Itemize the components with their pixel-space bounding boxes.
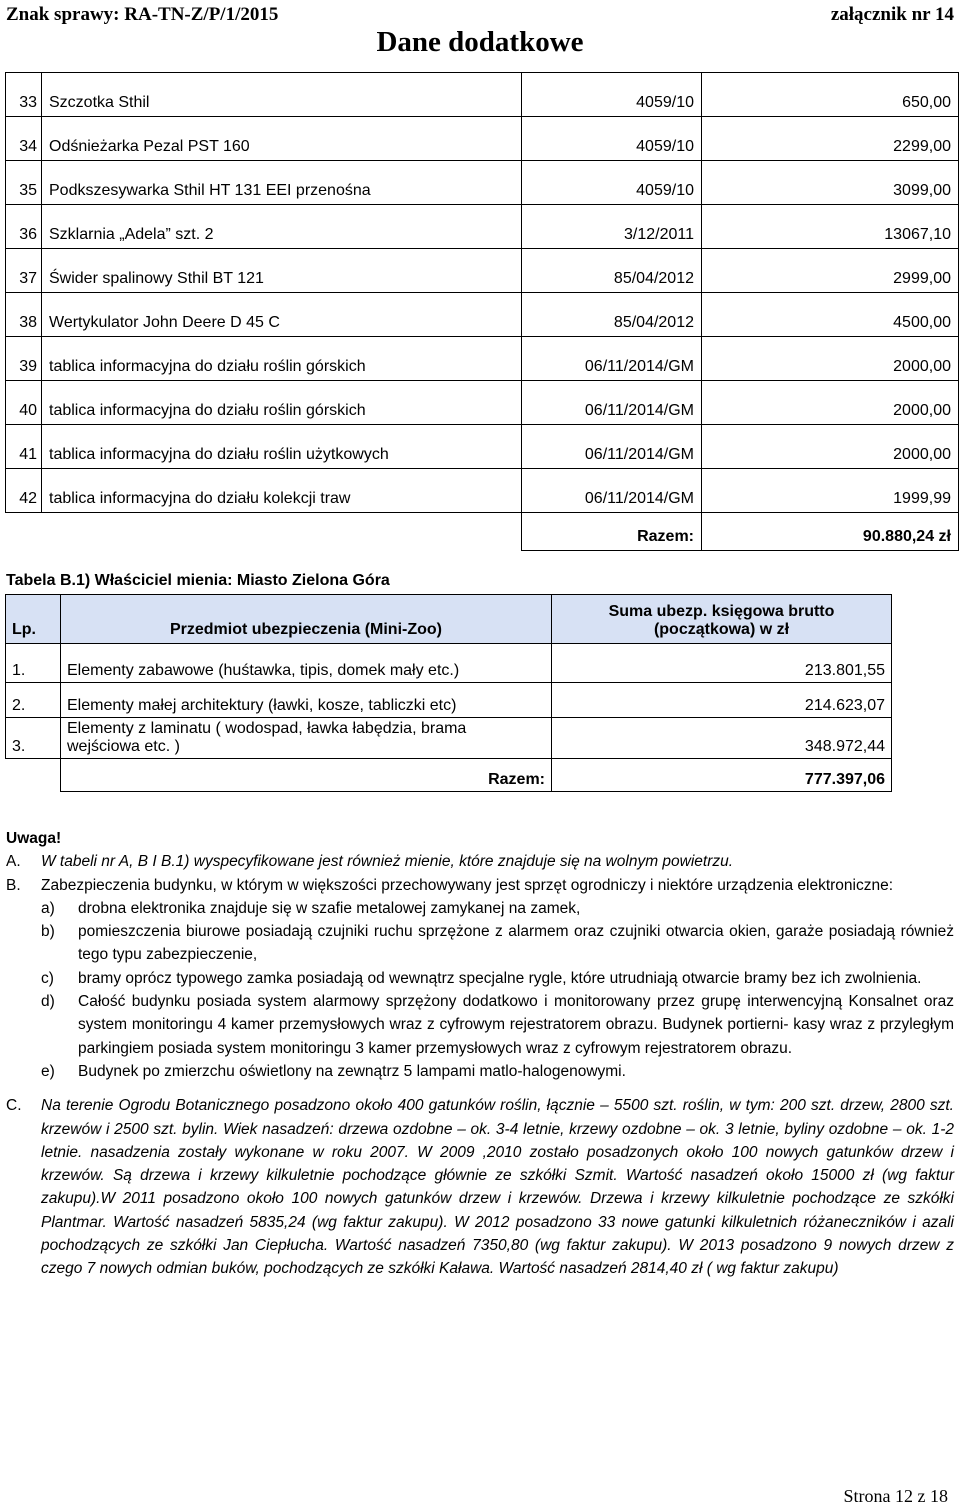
row-inventory: 4059/10 (522, 117, 702, 161)
row-number: 35 (6, 161, 42, 205)
row-inventory: 06/11/2014/GM (522, 381, 702, 425)
item-letter: d) (41, 993, 55, 1011)
row-number: 33 (6, 73, 42, 117)
row-value: 214.623,07 (552, 683, 892, 718)
row-number: 37 (6, 249, 42, 293)
note-letter: A. (6, 853, 21, 871)
table-row (6, 683, 892, 718)
table-row (6, 117, 959, 161)
note-b-item (41, 1060, 954, 1083)
row-inventory: 06/11/2014/GM (522, 469, 702, 513)
item-text: pomieszczenia biurowe posiadają czujniki ruchu sprzężone z alarmem oraz czujniki otwarcia okien, garaże posiadają również tego typu zabezpieczenie, (78, 923, 954, 964)
row-value: 13067,10 (702, 205, 959, 249)
row-number: 1. (6, 644, 61, 683)
row-value: 4500,00 (702, 293, 959, 337)
note-b-item (41, 897, 954, 920)
note-a (6, 850, 954, 873)
row-number: 34 (6, 117, 42, 161)
row-inventory: 06/11/2014/GM (522, 337, 702, 381)
row-name: tablica informacyjna do działu kolekcji traw (42, 469, 522, 513)
row-item: Elementy małej architektury (ławki, kosze, tabliczki etc) (61, 683, 552, 718)
case-number: Znak sprawy: RA-TN-Z/P/1/2015 (6, 4, 279, 25)
row-name: Świder spalinowy Sthil BT 121 (42, 249, 522, 293)
header-sum-line1: Suma ubezp. księgowa brutto (608, 603, 835, 620)
item-text: bramy oprócz typowego zamka posiadają od wewnątrz specjalne rygle, które utrudniają otwarcie bramy bez ich zwolnienia. (78, 969, 922, 987)
table-row (6, 249, 959, 293)
notes-section (6, 827, 954, 1281)
table-row (6, 73, 959, 117)
property-table (5, 72, 959, 551)
table-row (6, 381, 959, 425)
note-b (6, 874, 954, 897)
row-number: 3. (6, 718, 61, 759)
table-b-title: Tabela B.1) Właściciel mienia: Miasto Zielona Góra (6, 572, 390, 589)
sum-label: Razem: (522, 513, 702, 551)
row-inventory: 85/04/2012 (522, 293, 702, 337)
row-name: Szklarnia „Adela” szt. 2 (42, 205, 522, 249)
table-sum-row (6, 513, 959, 551)
row-number: 42 (6, 469, 42, 513)
row-inventory: 06/11/2014/GM (522, 425, 702, 469)
row-value: 1999,99 (702, 469, 959, 513)
row-number: 2. (6, 683, 61, 718)
row-item-line2: wejściowa etc. ) (67, 738, 180, 755)
row-number: 40 (6, 381, 42, 425)
row-value: 3099,00 (702, 161, 959, 205)
row-inventory: 3/12/2011 (522, 205, 702, 249)
note-b-item (41, 967, 954, 990)
row-number: 38 (6, 293, 42, 337)
row-name: tablica informacyjna do działu roślin górskich (42, 381, 522, 425)
note-b-item (41, 920, 954, 967)
row-number: 39 (6, 337, 42, 381)
page-number: Strona 12 z 18 (843, 1486, 948, 1506)
row-number: 41 (6, 425, 42, 469)
item-text: drobna elektronika znajduje się w szafie metalowej zamykanej na zamek, (78, 899, 581, 917)
row-item (61, 718, 552, 759)
row-value: 650,00 (702, 73, 959, 117)
note-text: Zabezpieczenia budynku, w którym w większości przechowywany jest sprzęt ogrodniczy i niektóre urządzenia elektroniczne: (41, 876, 894, 894)
item-text: Całość budynku posiada system alarmowy sprzężony dodatkowo i monitorowany przez grupę interwencyjną Konsalnet oraz system monitoringu 4 kamer przemysłowych wraz z cyfrowym rejestratorem obrazu. Budynek portierni- kasy wraz z przyległym parkingiem posiada system monitoringu 3 kamer przemysłowych wraz z cyfrowym rejestratorem obrazu. (78, 993, 954, 1057)
note-b-item (41, 990, 954, 1060)
table-row (6, 644, 892, 683)
note-letter: C. (6, 1097, 22, 1115)
row-inventory: 85/04/2012 (522, 249, 702, 293)
row-name: Szczotka Sthil (42, 73, 522, 117)
note-letter: B. (6, 876, 21, 894)
table-row (6, 469, 959, 513)
sum-value: 90.880,24 zł (702, 513, 959, 551)
header-lp: Lp. (6, 595, 61, 644)
note-text: W tabeli nr A, B I B.1) wyspecyfikowane jest również mienie, które znajduje się na wolnym powietrzu. (41, 853, 734, 871)
row-item: Elementy zabawowe (huśtawka, tipis, domek mały etc.) (61, 644, 552, 683)
sum-value: 777.397,06 (552, 759, 892, 792)
table-row (6, 718, 892, 759)
row-value: 2299,00 (702, 117, 959, 161)
item-letter: e) (41, 1062, 55, 1080)
row-number: 36 (6, 205, 42, 249)
mini-zoo-table (5, 594, 892, 792)
table-sum-row (6, 759, 892, 792)
row-value: 2999,00 (702, 249, 959, 293)
row-name: Odśnieżarka Pezal PST 160 (42, 117, 522, 161)
header-sum (552, 595, 892, 644)
table-row (6, 293, 959, 337)
header-item: Przedmiot ubezpieczenia (Mini-Zoo) (61, 595, 552, 644)
item-letter: a) (41, 899, 55, 917)
table-row (6, 337, 959, 381)
item-letter: b) (41, 923, 55, 941)
row-name: tablica informacyjna do działu roślin górskich (42, 337, 522, 381)
table-row (6, 425, 959, 469)
page-title: Dane dodatkowe (376, 26, 584, 58)
row-name: Wertykulator John Deere D 45 C (42, 293, 522, 337)
item-letter: c) (41, 969, 54, 987)
note-c (6, 1094, 954, 1280)
row-name: tablica informacyjna do działu roślin użytkowych (42, 425, 522, 469)
sum-label: Razem: (61, 759, 552, 792)
row-inventory: 4059/10 (522, 161, 702, 205)
notes-heading: Uwaga! (6, 830, 62, 847)
header-sum-line2: (początkowa) w zł (653, 621, 790, 638)
row-value: 2000,00 (702, 381, 959, 425)
item-text: Budynek po zmierzchu oświetlony na zewnątrz 5 lampami matlo-halogenowymi. (78, 1062, 626, 1080)
row-inventory: 4059/10 (522, 73, 702, 117)
attachment-label: załącznik nr 14 (830, 4, 954, 25)
row-value: 213.801,55 (552, 644, 892, 683)
note-text: Na terenie Ogrodu Botanicznego posadzono około 400 gatunków roślin, łącznie – 5500 szt. roślin, w tym: 200 szt. drzew, 2800 szt. krzewów i 2500 szt. bylin. Wiek nasadzeń: drzewa ozdobne – ok. 3-4 letnie, krzewy ozdobne – ok. 3 letnie, byliny ozdobne – ok. 1-2 letnie. nasadzenia zostały wykonane w roku 2007. W 2009 ,2010 zostało posadzonych około 100 nowych gatunków drzew i krzewów. Są drzewa i krzewy kilkuletnie pochodzące głównie ze szkółki Szmit. Wartość nasadzeń około 15000 zł (wg faktur zakupu).W 2011 posadzono około 100 nowych gatunków drzew i krzewów. Drzewa i krzewy kilkuletnie pochodzące ze szkółki Plantmar. Wartość nasadzeń 5835,24 (wg faktur zakupu). W 2012 posadzono 33 nowe gatunki kilkuletnich różaneczników i azali pochodzących ze szkółki Jan Ciepłucha. Wartość nasadzeń 7350,80 (wg faktur zakupu). W 2013 posadzono 9 nowych drzew z czego 7 nowych odmian buków, pochodzących ze szkółki Kaława. Wartość nasadzeń 2814,40 zł ( wg faktur zakupu) (41, 1097, 954, 1278)
row-value: 348.972,44 (552, 718, 892, 759)
row-item-line1: Elementy z laminatu ( wodospad, ławka łabędzia, brama (67, 720, 467, 737)
row-value: 2000,00 (702, 337, 959, 381)
row-value: 2000,00 (702, 425, 959, 469)
row-name: Podkszesywarka Sthil HT 131 EEI przenośna (42, 161, 522, 205)
table-row (6, 161, 959, 205)
table-row (6, 205, 959, 249)
